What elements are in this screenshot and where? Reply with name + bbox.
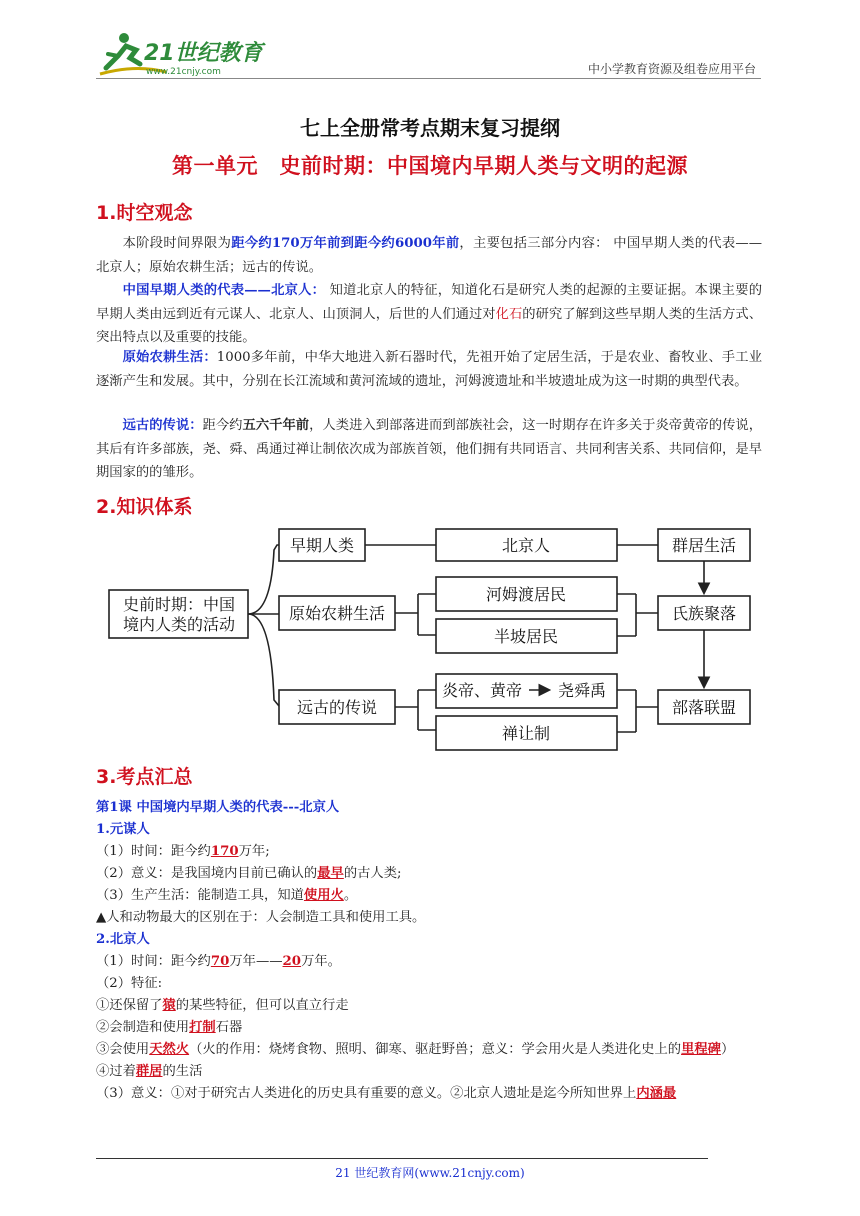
platform-name: 中小学教育资源及组卷应用平台 bbox=[587, 62, 756, 76]
yuanmou-time: （1）时间：距今约170万年; bbox=[96, 844, 270, 859]
branch-early-humans: 早期人类 bbox=[289, 536, 355, 555]
feature-2: ②会制造和使用打制石器 bbox=[96, 1020, 243, 1035]
feature-1: ①还保留了猿的某些特征，但可以直立行走 bbox=[96, 998, 349, 1013]
lesson-title: 第1课 中国境内早期人类的代表---北京人 bbox=[96, 800, 340, 815]
branch-legends: 远古的传说 bbox=[296, 698, 378, 717]
yanhuang-label: 炎帝、黄帝 bbox=[441, 681, 523, 700]
lesson-1-content bbox=[96, 797, 762, 1105]
r1-label: 群居生活 bbox=[671, 536, 737, 555]
feature-4: ④过着群居的生活 bbox=[96, 1064, 203, 1079]
page-title: 七上全册常考点期末复习提纲 bbox=[300, 116, 560, 140]
paragraph-farming: 原始农耕生活：1000多年前，中华大地进入新石器时代，先祖开始了定居生活，于是农业、畜牧业、手工业逐渐产生和发展。其中，分别在长江流域和黄河流域的遗址，河姆渡遗址和半坡遗址成为这一时期的典型代表。 bbox=[96, 350, 762, 389]
beijing-time: （1）时间：距今约70万年——20万年。 bbox=[96, 954, 341, 969]
beijing-label: 北京人 bbox=[501, 536, 551, 555]
logo-text: 21世纪教育 bbox=[144, 41, 263, 66]
logo bbox=[96, 28, 276, 80]
banpo-label: 半坡居民 bbox=[493, 627, 559, 646]
yaoshunyu-label: 尧舜禹 bbox=[557, 681, 607, 700]
shanrang-label: 禅让制 bbox=[501, 724, 551, 743]
r2-label: 氏族聚落 bbox=[671, 604, 737, 623]
branch-farming: 原始农耕生活 bbox=[288, 604, 386, 623]
section-heading-3: 3.考点汇总 bbox=[96, 766, 193, 788]
note-line: ▲人和动物最大的区别在于：人会制造工具和使用工具。 bbox=[96, 910, 426, 925]
paragraph-legends: 远古的传说：距今约五六千年前，人类进入到部落进而到部族社会，这一时期存在许多关于炎帝黄帝的传说，其后有许多部族，尧、舜、禹通过禅让制依次成为部族首领，他们拥有共同语言、共同利害关系、共同信仰，是早期国家的的雏形。 bbox=[96, 418, 763, 480]
section-heading-1: 1.时空观念 bbox=[96, 202, 193, 224]
yuanmou-life: （3）生产生活：能制造工具，知道使用火。 bbox=[96, 888, 358, 903]
root-line-1: 史前时期：中国 bbox=[122, 595, 236, 614]
logo-url: www.21cnjy.com bbox=[146, 67, 221, 77]
yuanmou-heading: 1.元谋人 bbox=[96, 822, 150, 837]
paragraph-timespan: 本阶段时间界限为距今约170万年前到距今约6000年前，主要包括三部分内容： 中国早期人类的代表——北京人；原始农耕生活；远古的传说。 bbox=[96, 236, 763, 275]
yuanmou-significance: （2）意义：是我国境内目前已确认的最早的古人类; bbox=[96, 866, 402, 881]
footer-divider bbox=[96, 1158, 708, 1159]
header-divider bbox=[96, 78, 761, 79]
runner-icon bbox=[96, 28, 276, 80]
beijing-features-heading: （2）特征: bbox=[96, 976, 163, 991]
feature-3: ③会使用天然火（火的作用：烧烤食物、照明、御寒、驱赶野兽；意义：学会用火是人类进化史上的里程碑） bbox=[96, 1042, 735, 1057]
footer-text: 21 世纪教育网(www.21cnjy.com) bbox=[335, 1166, 525, 1180]
unit-title: 第一单元 史前时期：中国境内早期人类与文明的起源 bbox=[172, 153, 688, 178]
hemudu-label: 河姆渡居民 bbox=[485, 585, 567, 604]
beijing-significance: （3）意义：①对于研究古人类进化的历史具有重要的意义。②北京人遗址是迄今所知世界上内涵最 bbox=[96, 1086, 677, 1101]
r3-label: 部落联盟 bbox=[671, 698, 737, 717]
section-heading-2: 2.知识体系 bbox=[96, 496, 193, 518]
root-line-2: 境内人类的活动 bbox=[122, 615, 236, 634]
beijing-heading: 2.北京人 bbox=[96, 932, 150, 947]
knowledge-diagram bbox=[96, 520, 766, 760]
paragraph-early-humans: 中国早期人类的代表——北京人： 知道北京人的特征，知道化石是研究人类的起源的主要证据。本课主要的早期人类由远到近有元谋人、北京人、山顶洞人，后世的人们通过对化石的研究了解到这些早期人类的生活方式、突出特点以及重要的技能。 bbox=[96, 283, 763, 345]
